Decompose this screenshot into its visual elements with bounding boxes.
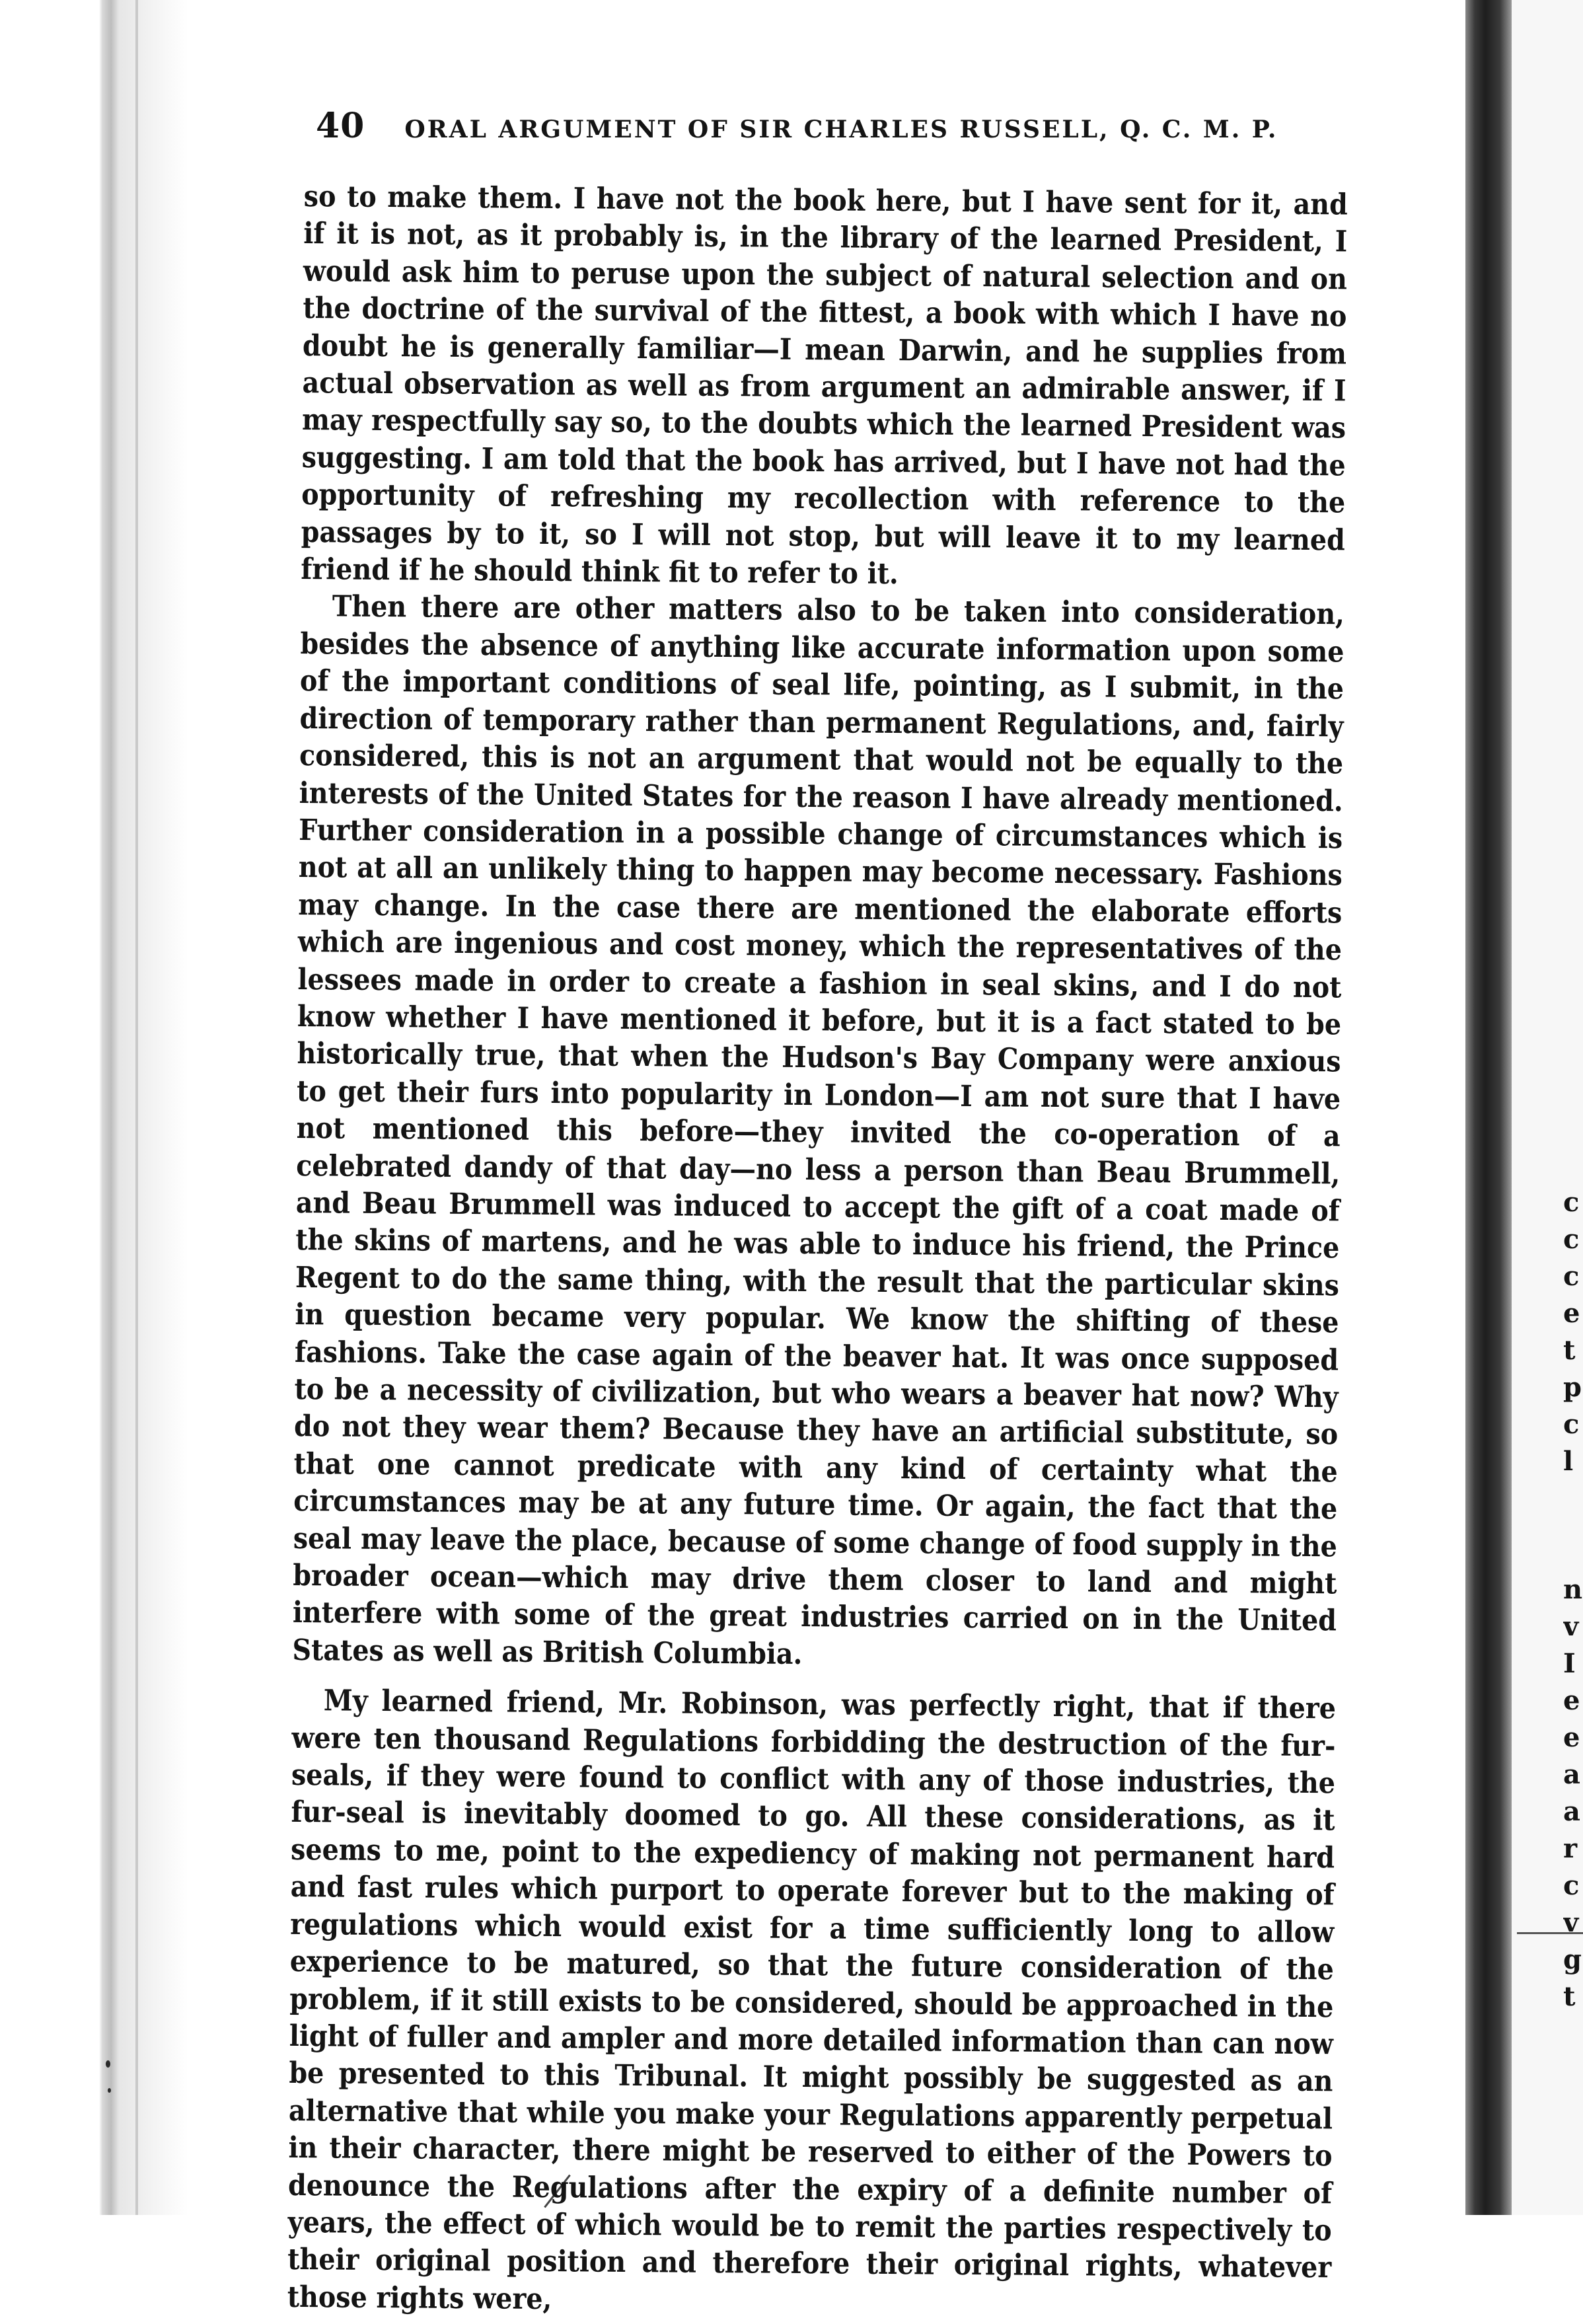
paragraph: so to make them. I have not the book here, but I have sent for it, and if it is not, as it probably is, in the library of the learned President, I would ask him to peruse upon the subject of natural selection and on the doctrine of the survival of the fittest, a book with which I have no doubt he is generally familiar—I mean Darwin, and he supplies from actual observation as well as from argument an admirable answer, if I may respectfully say so, to the doubts which the learned President was suggesting. I am told that the book has arrived, but I have not had the opportunity of refreshing my recollection with reference to the passages by to it, so I will not stop, but will leave it to my learned friend if he should think fit to refer to it.	[301, 179, 1348, 591]
facing-page-glyph: e	[1563, 1685, 1580, 1716]
page-header	[316, 106, 1346, 152]
facing-page-text-lower	[1563, 1571, 1583, 2015]
scan-left-margin	[0, 0, 188, 2215]
paragraph: My learned friend, Mr. Robinson, was perfectly right, that if there were ten thousand Regulations forbidding the destruction of the fur-seals, if they were found to conflict with any of those industries, the fur-seal is inevitably doomed to go. All these considerations, as it seems to me, point to the expediency of making not permanent hard and fast rules which purport to operate forever but to the making of regulations which would exist for a time sufficiently long to allow experience to be matured, so that the future consideration of the problem, if it still exists to be considered, should be approached in the light of fuller and ampler and more detailed information than can now be presented to this Tribunal. It might possibly be suggested as an alternative that while you make your Regulations apparently perpetual in their character, there might be reserved to either of the Powers to denounce the Regulations after the expiry of a definite number of years, the effect of which would be to remit the parties respectively to their original position and therefore their original rights, whatever those rights were,	[287, 1684, 1337, 2316]
facing-page-glyph: v	[1563, 1611, 1579, 1642]
facing-page-glyph: e	[1563, 1722, 1580, 1753]
facing-page-glyph: n	[1563, 1574, 1583, 1605]
scan-speck	[108, 2088, 111, 2093]
facing-page-glyph: c	[1563, 1870, 1580, 1901]
facing-page-glyph: c	[1563, 1261, 1580, 1292]
paragraph: Then there are other matters also to be taken into consideration, besides the absence of anything like accurate information upon some of the important conditions of seal life, pointing, as I submit, in the direction of temporary rather than permanent Regulations, and, fairly considered, this is not an argument that would not be equally to the interests of the United States for the reason I have already mentioned. Further consideration in a possible change of circumstances which is not at all an unlikely thing to happen may become necessary. Fashions may change. In the case there are mentioned the elaborate efforts which are ingenious and cost money, which the representatives of the lessees made in order to create a fashion in seal skins, and I do not know whether I have mentioned it before, but it is a fact stated to be historically true, that when the Hudson's Bay Company were anxious to get their furs into popularity in London—I am not sure that I have not mentioned this before—they invited the co-operation of a celebrated dandy of that day—no less a person than Beau Brummell, and Beau Brummell was induced to accept the gift of a coat made of the skins of martens, and he was able to induce his friend, the Prince Regent to do the same thing, with the result that the particular skins in question became very popular. We know the shifting of these fashions. Take the case again of the beaver hat. It was once supposed to be a necessity of civilization, but who wears a beaver hat now? Why do not they wear them? Because they have an artificial substitute, so that one cannot predicate with any kind of certainty what the circumstances may be at any future time. Or again, the fact that the seal may leave the place, because of some change of food supply in the broader ocean—which may drive them closer to land and might interfere with some of the great industries carried on in the United States as well as British Columbia.	[292, 589, 1345, 1671]
facing-page-glyph: t	[1563, 1981, 1576, 2012]
facing-page-glyph: p	[1563, 1372, 1582, 1403]
facing-page-glyph: c	[1563, 1224, 1580, 1255]
book-gutter-shadow	[1465, 0, 1512, 2215]
scan-speck	[106, 2060, 110, 2068]
facing-page-glyph: I	[1563, 1648, 1576, 1679]
facing-page-glyph: r	[1563, 1833, 1578, 1864]
facing-page-glyph: l	[1563, 1446, 1574, 1477]
running-head: ORAL ARGUMENT OF SIR CHARLES RUSSELL, Q. C. M. P.	[404, 116, 1278, 143]
facing-page-glyph: a	[1563, 1796, 1580, 1827]
facing-page-glyph: v	[1563, 1907, 1579, 1938]
body-text	[287, 178, 1348, 2324]
page-number: 40	[316, 106, 365, 146]
facing-page-text-upper	[1563, 1184, 1583, 1480]
facing-page-glyph: t	[1563, 1335, 1576, 1366]
scan-left-border-line	[135, 0, 138, 2215]
facing-page-glyph: g	[1563, 1944, 1582, 1975]
facing-page-glyph: e	[1563, 1298, 1580, 1329]
facing-page-glyph: a	[1563, 1759, 1580, 1790]
facing-page-glyph: c	[1563, 1187, 1580, 1218]
facing-page-glyph: c	[1563, 1409, 1580, 1440]
